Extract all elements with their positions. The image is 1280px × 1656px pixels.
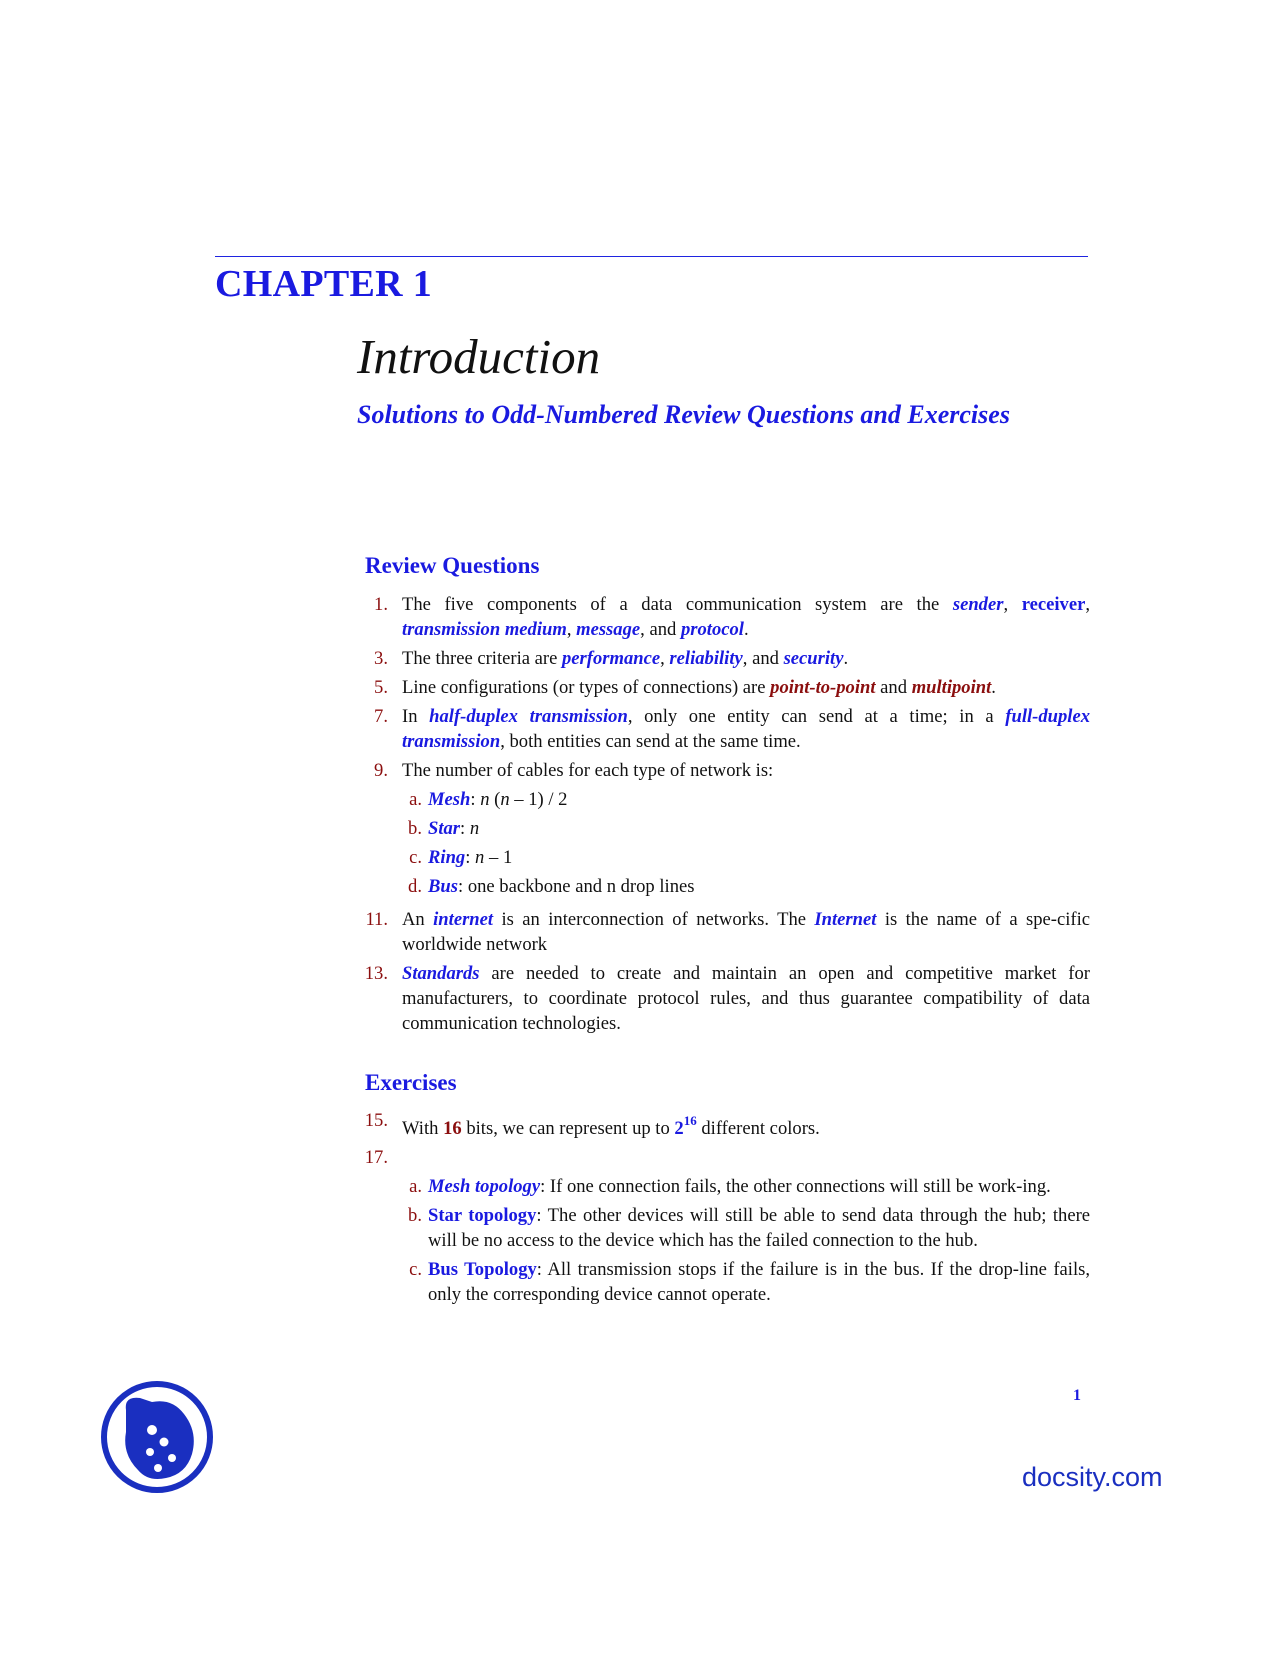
keyword: internet xyxy=(433,909,494,930)
keyword: security xyxy=(783,648,844,669)
sub-item: a. Mesh: n (n – 1) / 2 xyxy=(409,789,568,810)
keyword: transmission medium xyxy=(402,619,567,640)
keyword: Mesh topology xyxy=(428,1176,541,1197)
item-number: 11. xyxy=(365,909,388,930)
keyword: message xyxy=(576,619,641,640)
item-text: The five components of a data communication system are the sender, receiver, transmission medium, message, and protocol. xyxy=(402,594,1091,640)
list-item xyxy=(350,1108,1090,1141)
keyword: protocol xyxy=(680,619,744,640)
sub-list xyxy=(402,787,1090,899)
chapter-label: CHAPTER 1 xyxy=(215,263,432,305)
item-text: Line configurations (or types of connections) are point-to-point and multipoint. xyxy=(402,677,996,698)
item-number: 3. xyxy=(374,648,388,669)
keyword: Bus xyxy=(428,876,458,897)
page-number: 1 xyxy=(1073,1387,1081,1404)
sub-item: a. Mesh topology: If one connection fails, the other connections will still be work-ing. xyxy=(409,1176,1051,1197)
item-text: The three criteria are performance, reliability, and security. xyxy=(402,648,849,669)
item-text: With 16 bits, we can represent up to $2^{16}$ different colors. xyxy=(402,1113,820,1139)
item-text: The number of cables for each type of network is: a. Mesh: n (n – 1) / 2 b. Star: n c. Ring: n – 1 d. Bus: one backbone and n drop lines xyxy=(402,758,1090,903)
keyword: Standards xyxy=(402,963,480,984)
keyword: 16 xyxy=(443,1118,462,1139)
docsity-logo-icon[interactable] xyxy=(100,1380,214,1494)
sub-item: b. Star topology: The other devices will still be able to send data through the hub; there will be no access to the device which has the failed connection to the hub. xyxy=(408,1205,1091,1251)
item-text: An internet is an interconnection of networks. The Internet is the name of a spe-cific worldwide network xyxy=(402,909,1090,955)
chapter-title: Introduction xyxy=(357,329,601,384)
sub-list xyxy=(402,1174,1090,1307)
list-item xyxy=(350,907,1090,957)
keyword: Ring xyxy=(428,847,466,868)
item-number: 13. xyxy=(364,963,388,984)
chapter-rule xyxy=(215,256,1088,257)
item-number: 17. xyxy=(364,1147,388,1168)
list-item xyxy=(350,1145,1090,1311)
item-number: 15. xyxy=(364,1110,388,1131)
keyword: full-duplex transmission xyxy=(402,706,1091,752)
item-text: In half-duplex transmission, only one entity can send at a time; in a full-duplex transmission, both entities can send at the same time. xyxy=(402,706,1091,752)
list-item xyxy=(350,961,1090,1036)
sub-item: b. Star: n xyxy=(408,818,480,839)
review-questions-heading: Review Questions xyxy=(365,553,540,578)
item-text xyxy=(402,1145,1090,1311)
docsity-brand-link[interactable]: docsity.com xyxy=(1022,1462,1163,1492)
exercises-heading: Exercises xyxy=(365,1070,457,1095)
keyword: Star topology xyxy=(428,1205,537,1226)
list-item xyxy=(350,646,1090,671)
keyword: receiver xyxy=(1021,594,1086,615)
sub-item: c. Bus Topology: All transmission stops if the failure is in the bus. If the drop-line fails, only the corresponding device cannot operate. xyxy=(409,1259,1090,1305)
item-text: Standards are needed to create and maintain an open and competitive market for manufacturers, to coordinate protocol rules, and thus guarantee compatibility of data communication technologies. xyxy=(402,963,1090,1034)
keyword: Bus Topology xyxy=(428,1259,537,1280)
item-number: 7. xyxy=(374,706,388,727)
sub-item: c. Ring: n – 1 xyxy=(409,847,513,868)
keyword: half-duplex transmission xyxy=(429,706,628,727)
power-expression: $2^{16}$ xyxy=(674,1113,697,1139)
item-number: 5. xyxy=(374,677,388,698)
sub-item: d. Bus: one backbone and n drop lines xyxy=(408,876,695,897)
keyword: sender xyxy=(952,594,1004,615)
list-item xyxy=(350,675,1090,700)
list-item xyxy=(350,704,1090,754)
keyword: performance xyxy=(562,648,661,669)
chapter-subtitle: Solutions to Odd-Numbered Review Questions and Exercises xyxy=(357,400,1010,429)
exercises-list xyxy=(350,1108,1090,1315)
list-item xyxy=(350,758,1090,903)
review-questions-list xyxy=(350,592,1090,1040)
keyword: Star xyxy=(428,818,461,839)
item-number: 1. xyxy=(374,594,388,615)
keyword: reliability xyxy=(669,648,743,669)
item-number: 9. xyxy=(374,760,388,781)
keyword: Internet xyxy=(814,909,877,930)
keyword: multipoint xyxy=(911,677,992,698)
keyword: point-to-point xyxy=(770,677,876,698)
keyword: Mesh xyxy=(428,789,471,810)
list-item xyxy=(350,592,1090,642)
